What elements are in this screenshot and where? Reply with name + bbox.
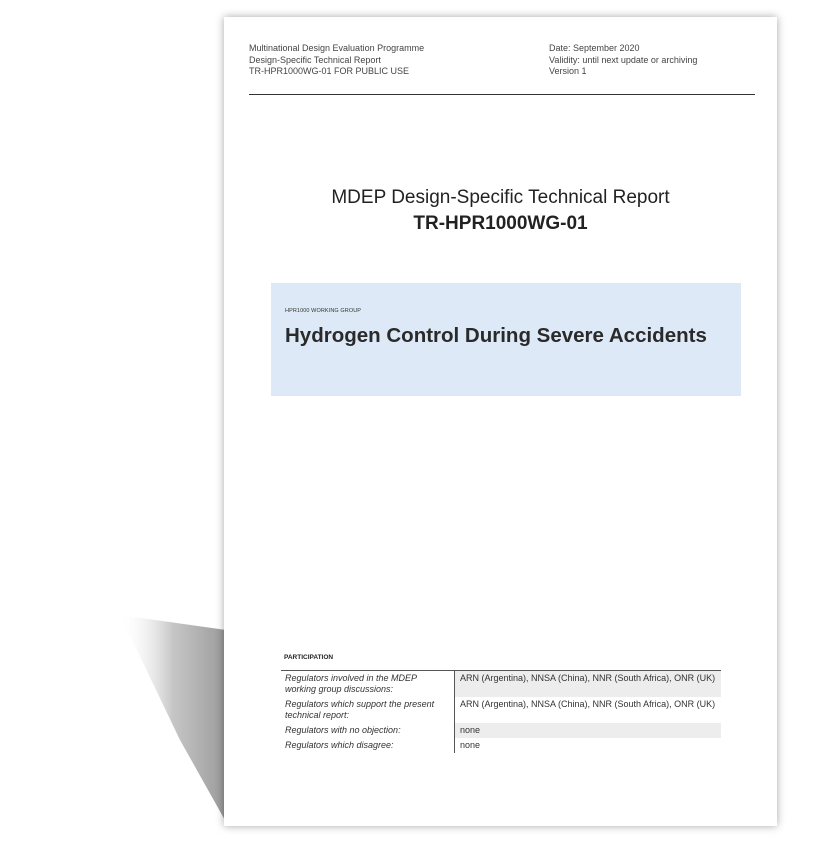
table-row: [281, 671, 721, 697]
row-label: Regulators involved in the MDEP working group discussions:: [281, 671, 455, 697]
header-version: Version 1: [549, 66, 587, 77]
participation-table: [281, 670, 721, 753]
row-value: ARN (Argentina), NNSA (China), NNR (South Africa), ONR (UK): [455, 671, 721, 697]
table-row: [281, 738, 721, 753]
header-validity: Validity: until next update or archiving: [549, 54, 698, 65]
title-banner: [271, 283, 741, 396]
row-value: none: [455, 723, 721, 738]
table-row: [281, 697, 721, 723]
header-right: [549, 43, 697, 78]
header-date: Date: September 2020: [549, 43, 640, 53]
table-row: [281, 723, 721, 738]
row-value: ARN (Argentina), NNSA (China), NNR (South Africa), ONR (UK): [460, 699, 716, 709]
header-report-id: TR-HPR1000WG-01 FOR PUBLIC USE: [249, 66, 410, 77]
page-header: [249, 43, 755, 95]
header-left: [249, 43, 424, 78]
header-program: Multinational Design Evaluation Programme: [249, 43, 425, 53]
report-code: TR-HPR1000WG-01: [413, 213, 588, 234]
document-title: Hydrogen Control During Severe Accidents: [285, 324, 707, 347]
document-page: [224, 17, 777, 826]
report-title: MDEP Design-Specific Technical Report: [331, 187, 670, 208]
row-value: none: [460, 740, 481, 750]
row-label: Regulators which disagree:: [281, 738, 455, 753]
participation-heading: PARTICIPATION: [284, 654, 334, 661]
row-label: Regulators which support the present technical report:: [281, 697, 455, 723]
working-group-label: HPR1000 WORKING GROUP: [285, 308, 362, 314]
row-label: Regulators with no objection:: [281, 723, 455, 738]
header-report-type: Design-Specific Technical Report: [249, 54, 381, 65]
